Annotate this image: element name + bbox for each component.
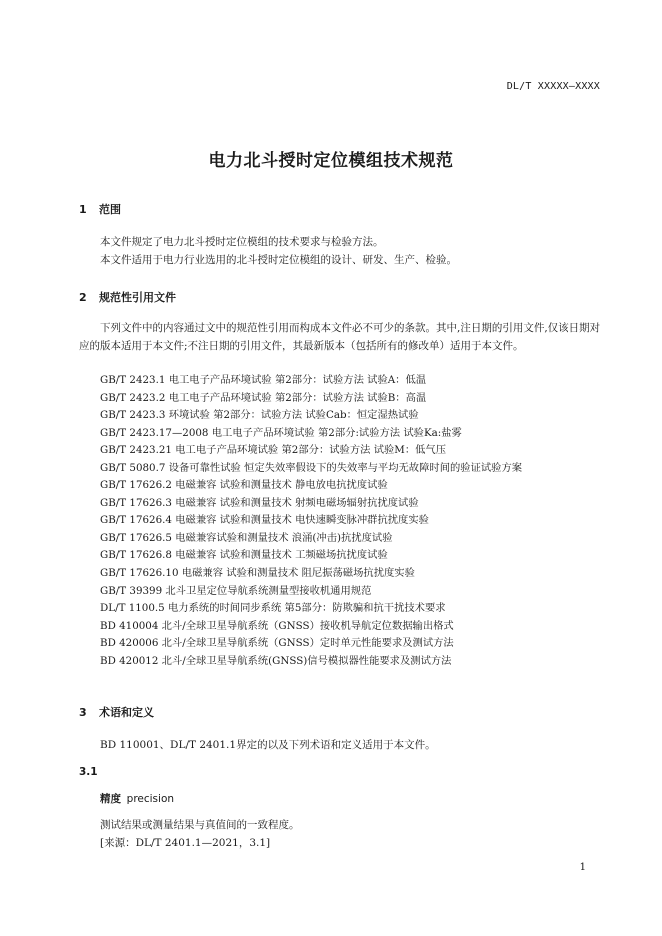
- page-number: 1: [579, 862, 586, 873]
- reference-item: BD 420006 北斗/全球卫星导航系统（GNSS）定时单元性能要求及测试方法: [100, 637, 454, 650]
- term-entry: [100, 791, 174, 806]
- document-code: DL/T XXXXX—XXXX: [506, 81, 600, 92]
- reference-item: GB/T 17626.2 电磁兼容 试验和测量技术 静电放电抗扰度试验: [100, 479, 388, 492]
- reference-item: GB/T 17626.8 电磁兼容 试验和测量技术 工频磁场抗扰度试验: [100, 549, 388, 562]
- reference-item: GB/T 39399 北斗卫星定位导航系统测量型接收机通用规范: [100, 584, 372, 597]
- reference-item: GB/T 17626.10 电磁兼容 试验和测量技术 阻尼振荡磁场抗扰度实验: [100, 567, 415, 580]
- term-definition: 测试结果或测量结果与真值间的一致程度。: [100, 819, 300, 831]
- page-title: 电力北斗授时定位模组技术规范: [208, 151, 454, 171]
- scope-paragraph-2: 本文件适用于电力行业选用的北斗授时定位模组的设计、研发、生产、检验。: [100, 254, 457, 266]
- scope-paragraph-1: 本文件规定了电力北斗授时定位模组的技术要求与检验方法。: [100, 236, 384, 248]
- reference-item: BD 410004 北斗/全球卫星导航系统（GNSS）接收机导航定位数据输出格式: [100, 619, 454, 632]
- reference-list: [100, 372, 522, 670]
- reference-item: GB/T 2423.2 电工电子产品环境试验 第2部分：试验方法 试验B：高温: [100, 391, 427, 404]
- reference-item: GB/T 2423.3 环境试验 第2部分：试验方法 试验Cab：恒定湿热试验: [100, 409, 419, 422]
- clause-number: 3.1: [79, 766, 98, 778]
- reference-item: GB/T 17626.5 电磁兼容试验和测量技术 浪涌(冲击)抗扰度试验: [100, 531, 393, 544]
- term-source: [来源：DL/T 2401.1—2021，3.1]: [100, 837, 271, 849]
- section-number: 1: [79, 203, 87, 216]
- reference-item: BD 420012 北斗/全球卫星导航系统(GNSS)信号模拟器性能要求及测试方法: [100, 654, 452, 667]
- term-chinese: 精度: [100, 793, 121, 805]
- term-english: precision: [126, 793, 175, 805]
- section-title: 规范性引用文件: [99, 291, 176, 304]
- normative-references-intro: 下列文件中的内容通过文中的规范性引用而构成本文件必不可少的条款。其中,注日期的引用文件,仅该日期对应的版本适用于本文件;不注日期的引用文件，其最新版本（包括所有的修改单）适用于本文件。: [79, 322, 601, 352]
- reference-item: DL/T 1100.5 电力系统的时间同步系统 第5部分：防欺骗和抗干扰技术要求: [100, 602, 446, 615]
- reference-item: GB/T 17626.3 电磁兼容 试验和测量技术 射频电磁场辐射抗扰度试验: [100, 496, 419, 509]
- section-title: 范围: [99, 203, 121, 216]
- reference-item: GB/T 17626.4 电磁兼容 试验和测量技术 电快速瞬变脉冲群抗扰度实验: [100, 514, 429, 527]
- section-title: 术语和定义: [99, 706, 154, 719]
- reference-item: GB/T 5080.7 设备可靠性试验 恒定失效率假设下的失效率与平均无故障时间的验证试验方案: [100, 461, 523, 474]
- section-1-heading: [79, 201, 121, 217]
- section-2-heading: [79, 289, 176, 305]
- section-number: 2: [79, 291, 87, 304]
- reference-item: GB/T 2423.17—2008 电工电子产品环境试验 第2部分:试验方法 试验Ka:盐雾: [100, 426, 462, 439]
- terms-intro: BD 110001、DL/T 2401.1界定的以及下列术语和定义适用于本文件。: [100, 739, 436, 751]
- reference-item: GB/T 2423.21 电工电子产品环境试验 第2部分：试验方法 试验M：低气压: [100, 444, 447, 457]
- reference-item: GB/T 2423.1 电工电子产品环境试验 第2部分：试验方法 试验A：低温: [100, 374, 427, 386]
- section-3-heading: [79, 704, 154, 720]
- section-number: 3: [79, 706, 87, 719]
